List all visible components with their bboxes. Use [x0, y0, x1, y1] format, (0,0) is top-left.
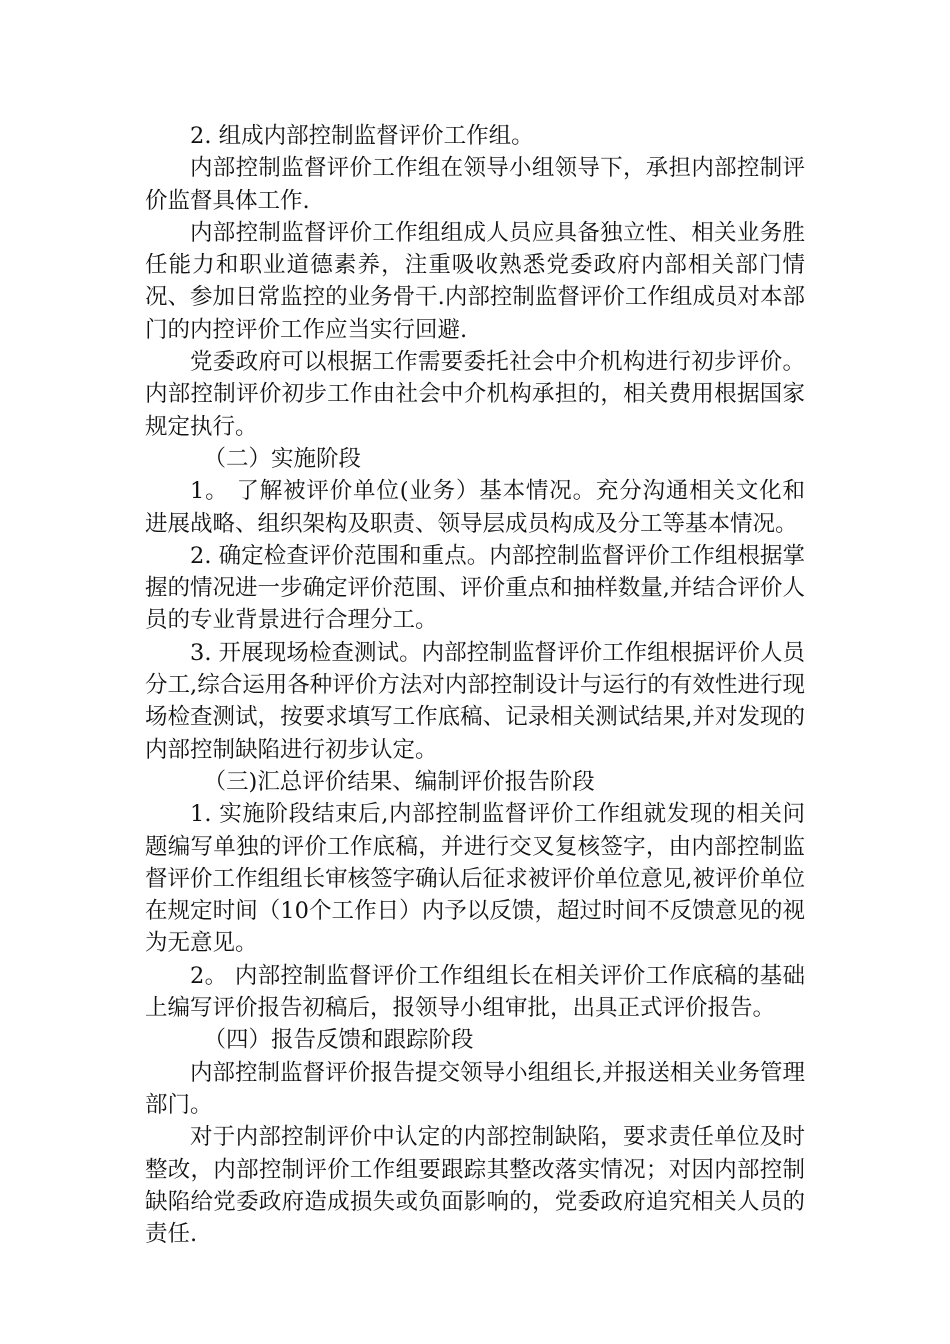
paragraph-rectification: 对于内部控制评价中认定的内部控制缺陷，要求责任单位及时整改，内部控制评价工作组要跟踪其整改落实情况；对因内部控制缺陷给党委政府造成损失或负面影响的，党委政府追究相关人员的责任. [145, 1124, 805, 1248]
paragraph-draft-report: 2。 内部控制监督评价工作组组长在相关评价工作底稿的基础上编写评价报告初稿后，报领导小组审批，出具正式评价报告。 [145, 962, 805, 1022]
paragraph-working-papers: 1. 实施阶段结束后,内部控制监督评价工作组就发现的相关问题编写单独的评价工作底稿，并进行交叉复核签字，由内部控制监督评价工作组组长审核签字确认后征求被评价单位意见,被评价单位在规定时间（10个工作日）内予以反馈，超过时间不反馈意见的视为无意见。 [145, 801, 805, 957]
document-body [145, 120, 805, 1250]
section-heading-feedback-tracking: （四）报告反馈和跟踪阶段 [203, 1027, 474, 1054]
paragraph-working-group-members: 内部控制监督评价工作组组成人员应具备独立性、相关业务胜任能力和职业道德素养，注重吸收熟悉党委政府内部相关部门情况、参加日常监控的业务骨干.内部控制监督评价工作组成员对本部门的内控评价工作应当实行回避. [145, 219, 805, 343]
paragraph-intermediary-agency: 党委政府可以根据工作需要委托社会中介机构进行初步评价。内部控制评价初步工作由社会中介机构承担的，相关费用根据国家规定执行。 [145, 349, 805, 440]
section-heading-implementation: （二）实施阶段 [203, 445, 362, 472]
paragraph-onsite-testing: 3. 开展现场检查测试。内部控制监督评价工作组根据评价人员分工,综合运用各种评价方法对内部控制设计与运行的有效性进行现场检查测试，按要求填写工作底稿、记录相关测试结果,并对发现的内部控制缺陷进行初步认定。 [145, 639, 805, 763]
section-heading-summary-report: （三)汇总评价结果、编制评价报告阶段 [203, 768, 595, 795]
paragraph-submit-report: 内部控制监督评价报告提交领导小组组长,并报送相关业务管理部门。 [145, 1059, 805, 1118]
paragraph-working-group-role: 内部控制监督评价工作组在领导小组领导下，承担内部控制评价监督具体工作. [145, 155, 805, 214]
paragraph-determine-scope: 2. 确定检查评价范围和重点。内部控制监督评价工作组根据掌握的情况进一步确定评价范围、评价重点和抽样数量,并结合评价人员的专业背景进行合理分工。 [145, 542, 805, 634]
paragraph-form-working-group: 2. 组成内部控制监督评价工作组。 [190, 123, 534, 149]
paragraph-understand-unit: 1。 了解被评价单位(业务）基本情况。充分沟通相关文化和进展战略、组织架构及职责、领导层成员构成及分工等基本情况。 [145, 478, 805, 537]
